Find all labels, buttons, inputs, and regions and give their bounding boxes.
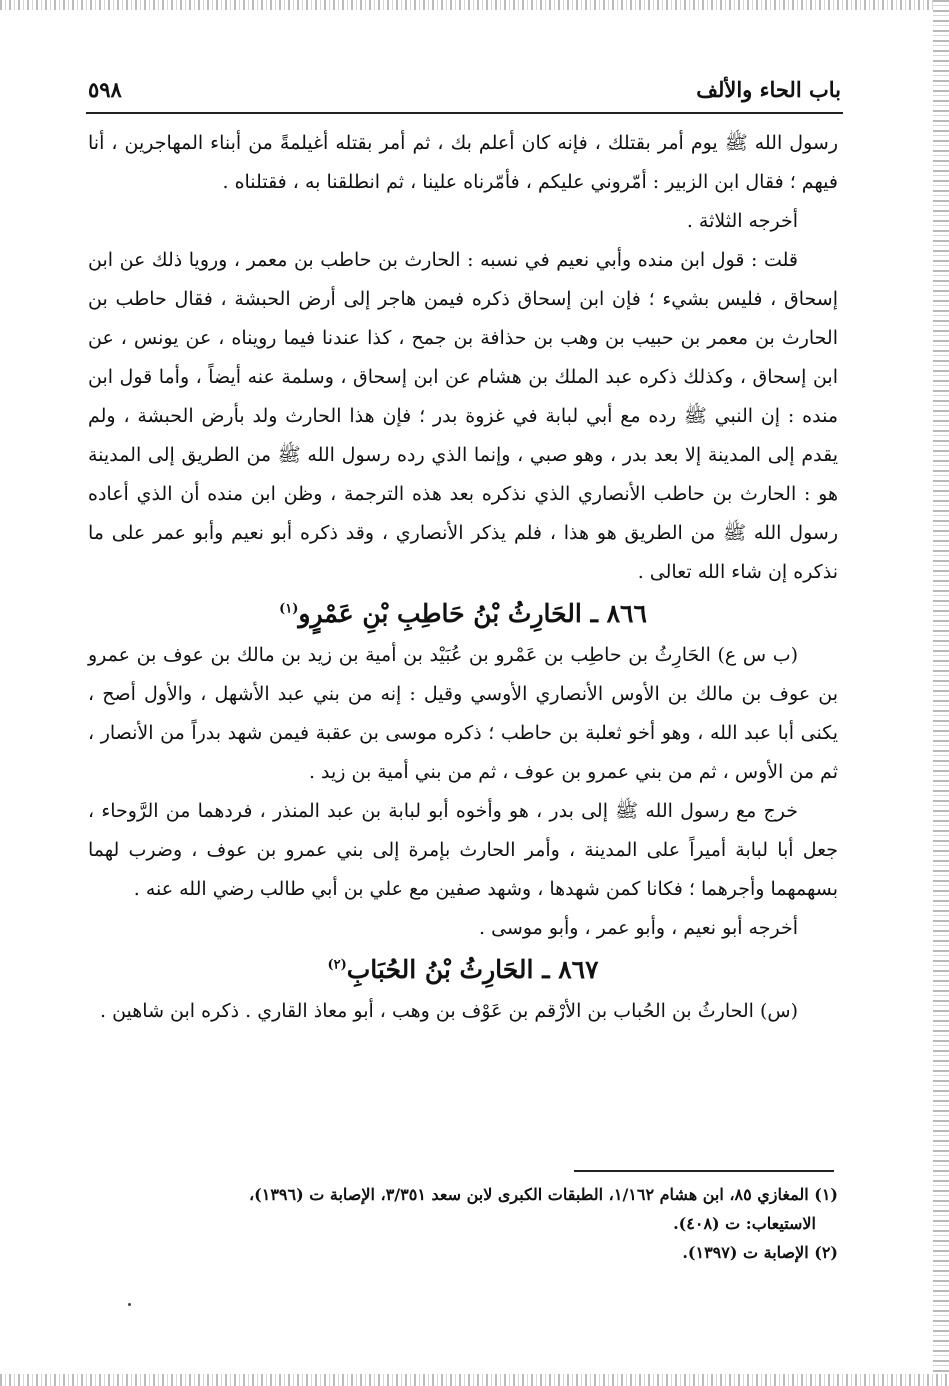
page-header <box>88 72 841 106</box>
scan-speck <box>128 1303 131 1306</box>
entry-866-lineage: (ب س ع) الحَارِثُ بن حاطِب بن عَمْرو بن عُبَيْد بن أمية بن زيد بن مالك بن عوف بن عمرو بن عوف بن مالك بن الأوس الأنصاري الأوسي وقيل : إنه من بني عبد الأشهل ، والأول أصح ، يكنى أبا عبد الله ، وهو أخو ثعلبة بن حاطب ؛ ذكره موسى بن عقبة فيمن شهد بدراً من الأنصار ، ثم من الأوس ، ثم من بني عمرو بن عوف ، ثم من بني أمية بن زيد . <box>88 644 838 783</box>
entry-867-title: ٨٦٧ ـ الحَارِثُ بْنُ الحُبَابِ <box>346 955 599 984</box>
paragraph-takhrij-1: أخرجه الثلاثة . <box>686 210 798 232</box>
footnote-1-continuation: الاستيعاب: ت (٤٠٨). <box>673 1214 816 1233</box>
paragraph-continuation: رسول الله ﷺ يوم أمر بقتلك ، فإنه كان أعلم بك ، ثم أمر بقتله أغيلمةً من أبناء المهاجرين ، أنا فيهم ؛ فقال ابن الزبير : أمّروني عليكم ، فأمّرناه علينا ، ثم انطلقنا به ، فقتلناه . <box>88 132 838 193</box>
entry-867-footnote-ref: (٢) <box>327 957 347 973</box>
paragraph-takhrij-2: أخرجه أبو نعيم ، وأبو عمر ، وأبو موسى . <box>479 917 798 939</box>
scan-border-right <box>933 0 949 1386</box>
entry-866-title: ٨٦٦ ـ الحَارِثُ بْنُ حَاطِبِ بْنِ عَمْرٍو <box>298 599 647 628</box>
footnotes <box>88 1180 838 1267</box>
footnote-1: (١) المغازي ٨٥، ابن هشام ١/١٦٢، الطبقات الكبرى لابن سعد ٣/٣٥١، الإصابة ت (١٣٩٦)، <box>249 1185 838 1204</box>
entry-866-biography: خرج مع رسول الله ﷺ إلى بدر ، هو وأخوه أبو لبابة بن عبد المنذر ، فردهما من الرَّوحاء ، جعل أبا لبابة أميراً على المدينة ، وأمر الحارث بإمرة إلى بني عمرو بن عوف ، وضرب لهما بسهمهما وأجرهما ؛ فكانا كمن شهدها ، وشهد صفين مع علي بن أبي طالب رضي الله عنه . <box>88 800 838 900</box>
chapter-title: باب الحاء والألف <box>696 76 841 102</box>
footnote-2: (٢) الإصابة ت (١٣٩٧). <box>682 1243 838 1262</box>
entry-867-text: (س) الحارثُ بن الحُباب بن الأرْقم بن عَوْف بن وهب ، أبو معاذ القاري . ذكره ابن شاهين . <box>100 1000 798 1022</box>
entry-866-heading <box>88 592 838 636</box>
entry-867-heading <box>88 948 838 992</box>
paragraph-commentary: قلت : قول ابن منده وأبي نعيم في نسبه : الحارث بن حاطب بن معمر ، ورويا ذلك عن ابن إسحاق ، فليس بشيء ؛ فإن ابن إسحاق ذكره فيمن هاجر إلى أرض الحبشة ، فقال حاطب بن الحارث بن معمر بن حبيب بن وهب بن حذافة بن جمح ، كذا عندنا فيما رويناه ، عن يونس ، عن ابن إسحاق ، وكذلك ذكره عبد الملك بن هشام عن ابن إسحاق ، وسلمة عنه أيضاً ، وأما قول ابن منده : إن النبي ﷺ رده مع أبي لبابة في غزوة بدر ؛ فإن هذا الحارث ولد بأرض الحبشة ، ولم يقدم إلى المدينة إلا بعد بدر ، وهو صبي ، وإنما الذي رده رسول الله ﷺ من الطريق إلى المدينة هو : الحارث بن حاطب الأنصاري الذي نذكره بعد هذه الترجمة ، وظن ابن منده أن الذي أعاده رسول الله ﷺ من الطريق هو هذا ، فلم يذكر الأنصاري ، وقد ذكره أبو نعيم وأبو عمر على ما نذكره إن شاء الله تعالى . <box>88 249 838 583</box>
page-number: ٥٩٨ <box>88 76 122 102</box>
scan-border-bottom <box>0 1374 949 1386</box>
scan-border-top <box>0 0 949 10</box>
footnote-rule <box>574 1170 834 1172</box>
entry-866-footnote-ref: (١) <box>279 601 299 617</box>
header-rule <box>86 112 843 114</box>
page-body <box>88 124 838 1031</box>
